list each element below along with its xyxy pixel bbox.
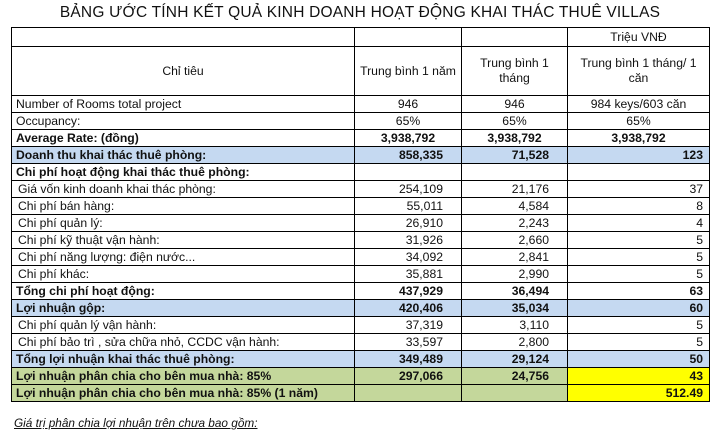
row-label: Tổng chi phí hoạt động: [12,283,355,300]
value-year: 946 [355,96,462,113]
report-table [11,27,710,402]
footnote: Giá trị phân chia lợi nhuận trên chưa bao gồm: [14,416,258,430]
header-label: Chỉ tiêu [12,47,355,96]
table-row [12,249,710,266]
value-month-unit: 43 [568,368,710,385]
unit-label: Triệu VNĐ [568,28,710,47]
row-label: Lợi nhuận gộp: [12,300,355,317]
cell-empty [355,28,462,47]
table-row [12,198,710,215]
row-label: Chi phí năng lượng: điện nước... [12,249,355,266]
value-year: 437,929 [355,283,462,300]
row-label: Chi phí bán hàng: [12,198,355,215]
value-year: 34,092 [355,249,462,266]
value-month-unit: 123 [568,147,710,164]
row-label: Chi phí bảo trì , sửa chữa nhỏ, CCDC vận hành: [12,334,355,351]
row-label: Giá vốn kinh doanh khai thác phòng: [12,181,355,198]
table-row [12,96,710,113]
value-month: 65% [462,113,568,130]
row-label: Chi phí quản lý: [12,215,355,232]
value-year [355,385,462,402]
value-month: 21,176 [462,181,568,198]
row-label: Doanh thu khai thác thuê phòng: [12,147,355,164]
table-row [12,334,710,351]
table-row [12,385,710,402]
value-month: 35,034 [462,300,568,317]
row-label: Tổng lợi nhuận khai thác thuê phòng: [12,351,355,368]
table-row [12,147,710,164]
value-month: 3,110 [462,317,568,334]
value-month [462,385,568,402]
value-month: 3,938,792 [462,130,568,147]
value-month: 2,990 [462,266,568,283]
value-month-unit: 984 keys/603 căn [568,96,710,113]
value-year: 858,335 [355,147,462,164]
value-month: 2,841 [462,249,568,266]
value-month-unit: 50 [568,351,710,368]
value-month: 71,528 [462,147,568,164]
row-label: Lợi nhuận phân chia cho bên mua nhà: 85% [12,368,355,385]
row-label: Lợi nhuận phân chia cho bên mua nhà: 85% (1 năm) [12,385,355,402]
table-row [12,181,710,198]
value-month: 29,124 [462,351,568,368]
value-year: 35,881 [355,266,462,283]
row-label: Number of Rooms total project [12,96,355,113]
value-month-unit: 5 [568,232,710,249]
table-row [12,300,710,317]
value-month-unit: 63 [568,283,710,300]
table-row [12,351,710,368]
value-year: 254,109 [355,181,462,198]
value-month-unit [568,164,710,181]
value-month-unit: 3,938,792 [568,130,710,147]
value-year: 65% [355,113,462,130]
value-year: 26,910 [355,215,462,232]
table-row [12,317,710,334]
header-row [12,47,710,96]
row-label: Average Rate: (đồng) [12,130,355,147]
value-month-unit: 5 [568,317,710,334]
row-label: Chi phí quản lý vận hành: [12,317,355,334]
value-month: 2,660 [462,232,568,249]
value-month-unit: 5 [568,266,710,283]
table-row [12,266,710,283]
value-month: 2,800 [462,334,568,351]
value-year: 297,066 [355,368,462,385]
value-month: 36,494 [462,283,568,300]
value-month [462,164,568,181]
value-year: 420,406 [355,300,462,317]
table-row [12,283,710,300]
table-row [12,164,710,181]
value-month-unit: 4 [568,215,710,232]
value-month: 24,756 [462,368,568,385]
value-year: 37,319 [355,317,462,334]
table-row [12,215,710,232]
unit-row [12,28,710,47]
report-title: BẢNG ƯỚC TÍNH KẾT QUẢ KINH DOANH HOẠT ĐỘNG KHAI THÁC THUÊ VILLAS [59,4,661,21]
cell-empty [462,28,568,47]
table-row [12,130,710,147]
cell-empty [12,28,355,47]
value-month-unit: 60 [568,300,710,317]
value-month-unit: 65% [568,113,710,130]
header-month-per-unit: Trung bình 1 tháng/ 1 căn [568,47,710,96]
value-month-unit: 5 [568,334,710,351]
value-year: 55,011 [355,198,462,215]
value-year: 33,597 [355,334,462,351]
value-month-unit: 512.49 [568,385,710,402]
value-month-unit: 5 [568,249,710,266]
value-year: 31,926 [355,232,462,249]
row-label: Chi phí kỹ thuật vận hành: [12,232,355,249]
row-label: Occupancy: [12,113,355,130]
header-year: Trung bình 1 năm [355,47,462,96]
value-month: 2,243 [462,215,568,232]
value-month: 4,584 [462,198,568,215]
header-month: Trung bình 1 tháng [462,47,568,96]
table-row [12,368,710,385]
table-row [12,232,710,249]
row-label: Chi phí hoạt động khai thác thuê phòng: [12,164,355,181]
value-month-unit: 8 [568,198,710,215]
table-row [12,113,710,130]
value-year: 3,938,792 [355,130,462,147]
value-month-unit: 37 [568,181,710,198]
value-month: 946 [462,96,568,113]
value-year [355,164,462,181]
value-year: 349,489 [355,351,462,368]
row-label: Chi phí khác: [12,266,355,283]
